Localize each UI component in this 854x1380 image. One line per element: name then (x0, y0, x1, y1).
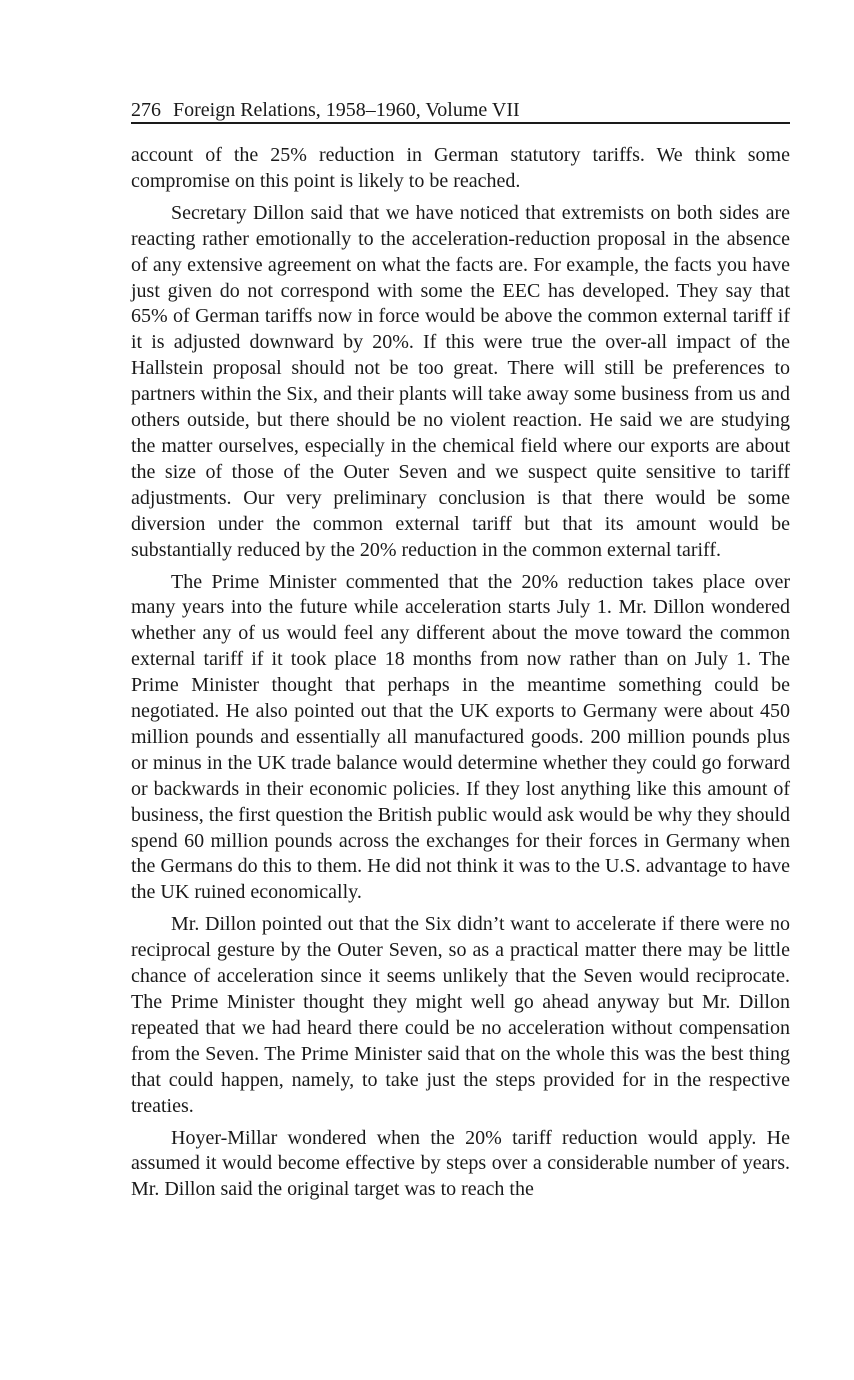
paragraph-dillon-extremists: Secretary Dillon said that we have noticed that extremists on both sides are reacting rather emotionally to the acceleration-reduction proposal in the absence of any extensive agreement on what the facts are. For example, the facts you have just given do not correspond with some the EEC has developed. They say that 65% of German tariffs now in force would be above the common external tariff if it is adjusted downward by 20%. If this were true the over-all impact of the Hallstein proposal should not be too great. There will still be preferences to partners within the Six, and their plants will take away some business from us and others outside, but there should be no violent reaction. He said we are studying the matter ourselves, especially in the chemical field where our exports are about the size of those of the Outer Seven and we suspect quite sensitive to tariff adjustments. Our very preliminary conclusion is that there would be some diversion under the common external tariff but that its amount would be substantially reduced by the 20% reduction in the common external tariff. (131, 201, 790, 561)
page-number: 276 (131, 99, 161, 121)
page-header (131, 92, 790, 124)
paragraph-prime-minister-reduction: The Prime Minister commented that the 20% reduction takes place over many years into the future while acceleration starts July 1. Mr. Dillon wondered whether any of us would feel any different about the move toward the common external tariff if it took place 18 months from now rather than on July 1. The Prime Minister thought that perhaps in the meantime something could be negotiated. He also pointed out that the UK exports to Germany were about 450 million pounds and essentially all manufactured goods. 200 million pounds plus or minus in the UK trade balance would determine whether they could go forward or backwards in their economic policies. If they lost anything like this amount of business, the first question the British public would ask would be why they should spend 60 million pounds across the exchanges for their forces in Germany when the Germans do this to them. He did not think it was to the U.S. advantage to have the UK ruined economically. (131, 570, 790, 904)
paragraph-dillon-reciprocal: Mr. Dillon pointed out that the Six didn’t want to accelerate if there were no reciprocal gesture by the Outer Seven, so as a practical matter there may be little chance of acceleration since it seems unlikely that the Seven would reciprocate. The Prime Minister thought they might well go ahead anyway but Mr. Dillon repeated that we had heard there could be no acceleration without compensation from the Seven. The Prime Minister said that on the whole this was the best thing that could happen, namely, to take just the steps provided for in the respective treaties. (131, 913, 790, 1117)
running-head: Foreign Relations, 1958–1960, Volume VII (173, 99, 520, 121)
paragraph-hoyer-millar: Hoyer-Millar wondered when the 20% tariff reduction would apply. He assumed it would become effective by steps over a considerable number of years. Mr. Dillon said the original target was to reach the (131, 1126, 790, 1201)
paragraph-continued: account of the 25% reduction in German statutory tariffs. We think some compromise on this point is likely to be reached. (131, 144, 790, 192)
page-body (131, 143, 790, 1209)
